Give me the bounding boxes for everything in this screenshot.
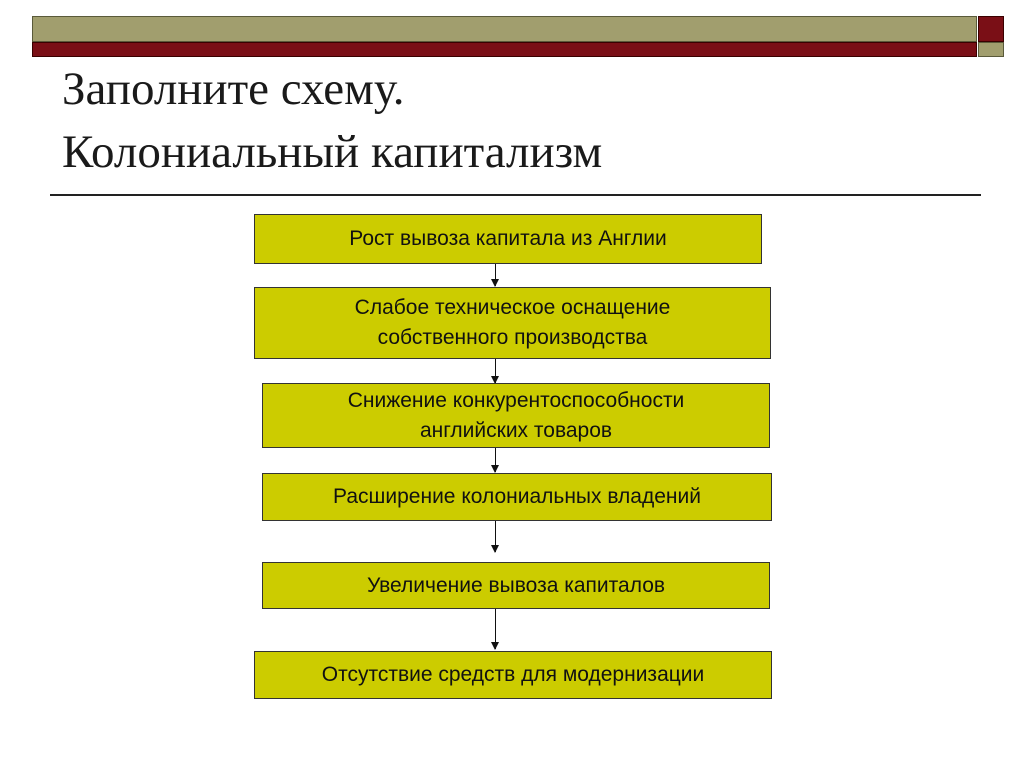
flow-box-3 — [262, 383, 770, 448]
flow-box-3-line-2: английских товаров — [419, 418, 613, 442]
flow-box-5-line-1: Увеличение вывоза капиталов — [366, 573, 666, 597]
flow-arrow-5 — [495, 609, 496, 649]
flow-box-6-line-1: Отсутствие средств для модернизации — [321, 663, 705, 686]
header-square-maroon — [978, 16, 1004, 42]
slide-title-line-1: Заполните схему. — [62, 63, 405, 115]
flow-box-4-line-1: Расширение колониальных владений — [333, 485, 701, 508]
flow-arrow-3 — [495, 448, 496, 472]
header-square-olive — [978, 42, 1004, 57]
header-bar-olive — [32, 16, 977, 42]
flow-box-2-line-2: собственного производства — [377, 326, 648, 349]
header-bar-maroon — [32, 42, 977, 57]
flow-arrow-2 — [495, 359, 496, 383]
flow-box-3-line-1: Снижение конкурентоспособности — [347, 388, 685, 412]
flow-box-1 — [254, 214, 762, 264]
slide-title-line-2: Колониальный капитализм — [62, 126, 603, 178]
flow-box-5 — [262, 562, 770, 609]
slide-title — [62, 58, 962, 184]
flow-arrow-1 — [495, 264, 496, 286]
flow-box-2 — [254, 287, 771, 359]
flow-box-4 — [262, 473, 772, 521]
flow-box-2-line-1: Слабое техническое оснащение — [354, 296, 671, 319]
flow-arrow-4 — [495, 521, 496, 552]
title-divider — [50, 194, 981, 196]
flow-box-6 — [254, 651, 772, 699]
flow-box-1-line-1: Рост вывоза капитала из Англии — [349, 227, 667, 250]
